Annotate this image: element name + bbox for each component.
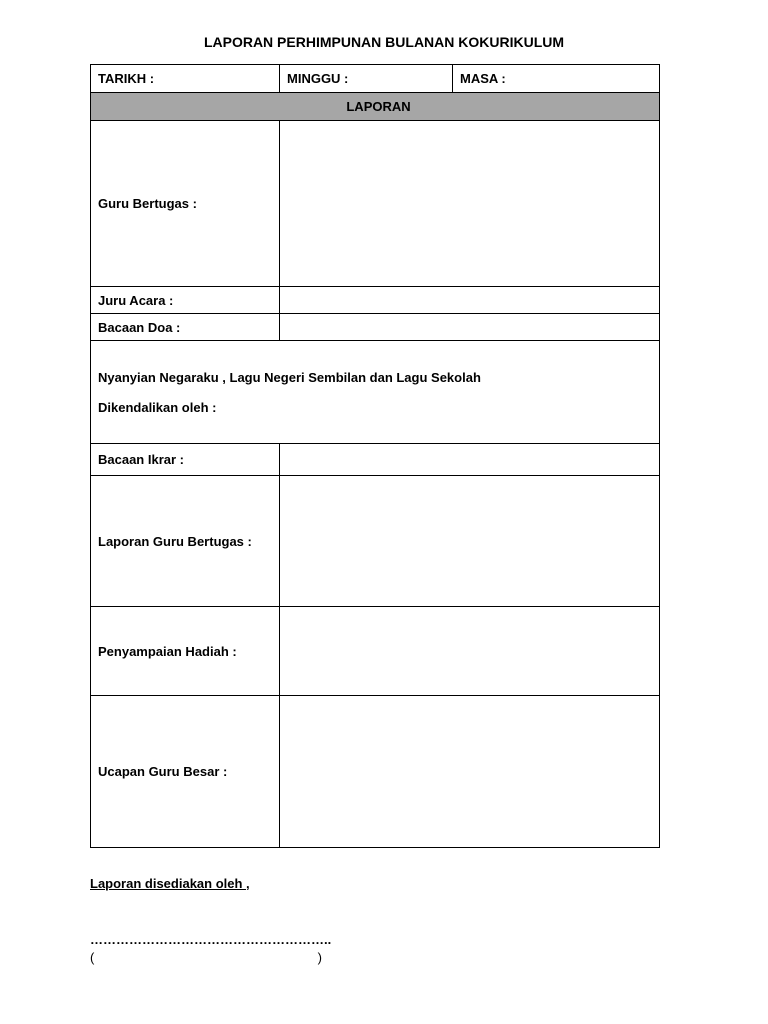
guru-bertugas-field[interactable] xyxy=(280,121,660,287)
table-row-laporan-guru-bertugas xyxy=(91,476,660,607)
masa-cell[interactable] xyxy=(453,65,660,93)
table-row-bacaan-ikrar xyxy=(91,444,660,476)
ucapan-guru-besar-field[interactable] xyxy=(280,696,660,848)
table-row-guru-bertugas xyxy=(91,121,660,287)
tarikh-label: TARIKH : xyxy=(98,71,155,86)
penyampaian-hadiah-label: Penyampaian Hadiah : xyxy=(91,607,280,696)
table-row-ucapan-guru-besar xyxy=(91,696,660,848)
table-row-juru-acara xyxy=(91,287,660,314)
nyanyian-field[interactable] xyxy=(91,341,660,444)
laporan-guru-bertugas-field[interactable] xyxy=(280,476,660,607)
table-row-header-fields xyxy=(91,65,660,93)
minggu-cell[interactable] xyxy=(280,65,453,93)
nyanyian-label: Nyanyian Negaraku , Lagu Negeri Sembilan dan Lagu Sekolah xyxy=(98,369,481,385)
paren-open: ( xyxy=(90,950,95,965)
name-parentheses xyxy=(90,950,322,965)
table-row-nyanyian xyxy=(91,341,660,444)
bacaan-doa-field[interactable] xyxy=(280,314,660,341)
prepared-by-label: Laporan disediakan oleh , xyxy=(90,876,250,891)
laporan-guru-bertugas-label: Laporan Guru Bertugas : xyxy=(91,476,280,607)
dikendalikan-label: Dikendalikan oleh : xyxy=(98,399,217,415)
ucapan-guru-besar-label: Ucapan Guru Besar : xyxy=(91,696,280,848)
bacaan-ikrar-label: Bacaan Ikrar : xyxy=(91,444,280,476)
juru-acara-field[interactable] xyxy=(280,287,660,314)
guru-bertugas-label: Guru Bertugas : xyxy=(91,121,280,287)
bacaan-doa-label: Bacaan Doa : xyxy=(91,314,280,341)
bacaan-ikrar-field[interactable] xyxy=(280,444,660,476)
document-title: LAPORAN PERHIMPUNAN BULANAN KOKURIKULUM xyxy=(203,34,565,50)
section-header-laporan: LAPORAN xyxy=(91,93,660,121)
juru-acara-label: Juru Acara : xyxy=(91,287,280,314)
penyampaian-hadiah-field[interactable] xyxy=(280,607,660,696)
report-form-table xyxy=(90,64,660,848)
minggu-label: MINGGU : xyxy=(287,71,349,86)
masa-label: MASA : xyxy=(460,71,506,86)
table-row-penyampaian-hadiah xyxy=(91,607,660,696)
tarikh-cell[interactable] xyxy=(91,65,280,93)
table-row-bacaan-doa xyxy=(91,314,660,341)
signature-line: ……………………………………………….. xyxy=(90,932,332,947)
paren-close: ) xyxy=(317,950,322,965)
table-row-section-header xyxy=(91,93,660,121)
